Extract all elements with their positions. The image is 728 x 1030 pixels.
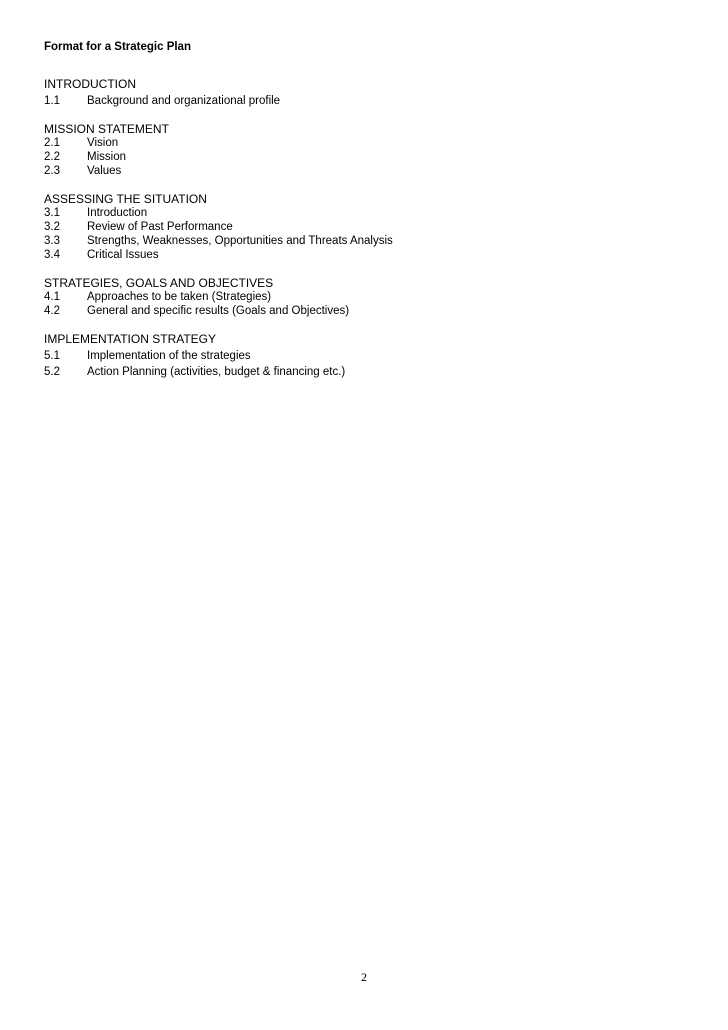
section-implementation-strategy xyxy=(44,332,684,379)
list-item xyxy=(44,150,684,164)
item-number: 3.1 xyxy=(44,207,60,219)
section-heading: ASSESSING THE SITUATION xyxy=(44,192,207,206)
item-text: General and specific results (Goals and Objectives) xyxy=(87,305,350,317)
list-item xyxy=(44,248,684,262)
list-item xyxy=(44,290,684,304)
item-text: Strengths, Weaknesses, Opportunities and Threats Analysis xyxy=(87,235,393,247)
item-number: 2.1 xyxy=(44,137,60,149)
list-item xyxy=(44,164,684,178)
document-title: Format for a Strategic Plan xyxy=(44,41,191,53)
section-heading: MISSION STATEMENT xyxy=(44,122,169,136)
item-text: Introduction xyxy=(87,207,148,219)
item-number: 2.2 xyxy=(44,151,60,163)
item-number: 2.3 xyxy=(44,165,60,177)
item-text: Implementation of the strategies xyxy=(87,350,251,362)
item-number: 4.2 xyxy=(44,305,60,317)
item-text: Background and organizational profile xyxy=(87,95,281,107)
section-strategies-goals-objectives xyxy=(44,276,684,318)
page-number-text: 2 xyxy=(361,970,367,984)
item-text: Vision xyxy=(87,137,119,149)
item-number: 3.4 xyxy=(44,249,60,261)
list-item xyxy=(44,304,684,318)
list-item xyxy=(44,220,684,234)
section-heading: IMPLEMENTATION STRATEGY xyxy=(44,332,217,346)
item-text: Action Planning (activities, budget & financing etc.) xyxy=(87,366,346,378)
item-text: Approaches to be taken (Strategies) xyxy=(87,291,272,303)
item-text: Review of Past Performance xyxy=(87,221,233,233)
item-text: Mission xyxy=(87,151,126,163)
list-item xyxy=(44,94,684,108)
list-item xyxy=(44,349,684,363)
list-item xyxy=(44,234,684,248)
item-number: 1.1 xyxy=(44,95,60,107)
item-text: Values xyxy=(87,165,122,177)
list-item xyxy=(44,206,684,220)
section-mission-statement xyxy=(44,122,684,178)
page-number xyxy=(0,970,728,984)
item-number: 3.3 xyxy=(44,235,60,247)
item-number: 3.2 xyxy=(44,221,60,233)
section-heading: INTRODUCTION xyxy=(44,77,136,91)
item-number: 4.1 xyxy=(44,291,60,303)
section-assessing-the-situation xyxy=(44,192,684,262)
item-number: 5.1 xyxy=(44,350,60,362)
list-item xyxy=(44,136,684,150)
section-heading: STRATEGIES, GOALS AND OBJECTIVES xyxy=(44,276,274,290)
section-introduction xyxy=(44,77,684,108)
item-text: Critical Issues xyxy=(87,249,159,261)
list-item xyxy=(44,365,684,379)
item-number: 5.2 xyxy=(44,366,60,378)
document-page xyxy=(44,40,684,393)
